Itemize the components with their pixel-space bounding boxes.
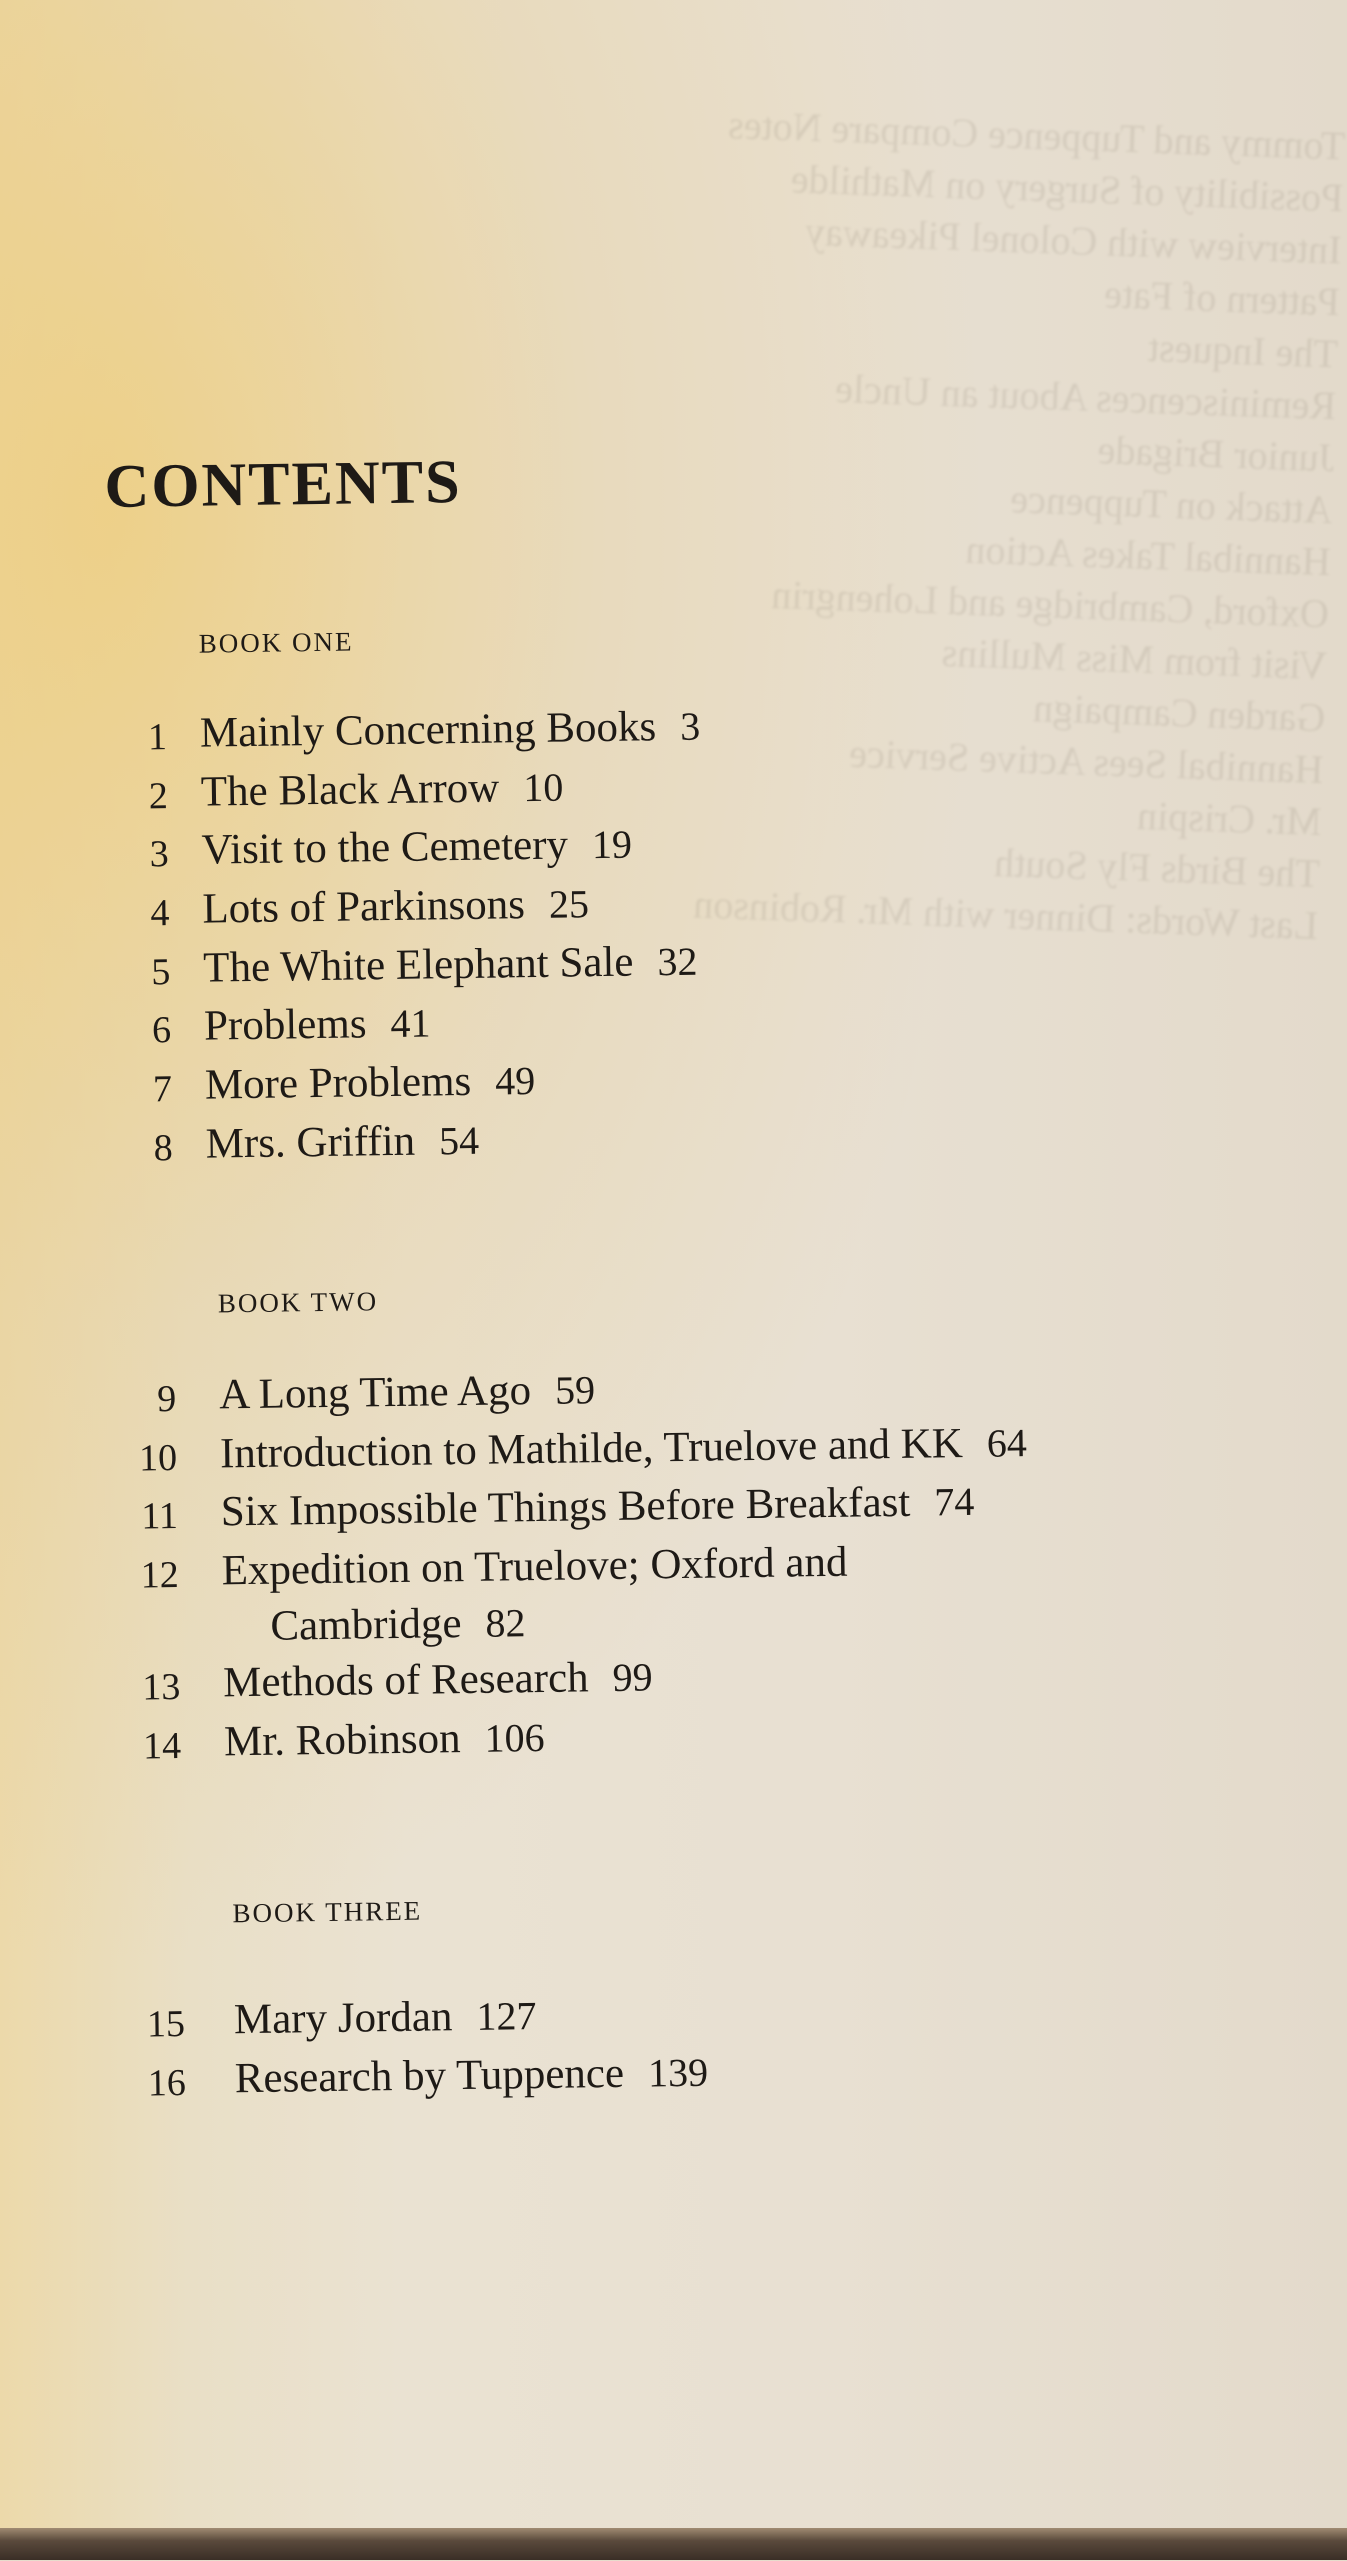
chapter-page: 54 [438, 1117, 480, 1164]
chapter-number: 8 [153, 1126, 174, 1170]
book-two-label: BOOK TWO [217, 1286, 379, 1319]
chapter-title: Mr. Robinson [223, 1714, 461, 1766]
chapter-number: 7 [152, 1068, 173, 1111]
chapter-title: Introduction to Mathilde, Truelove and KK [219, 1419, 964, 1478]
chapter-page: 19 [591, 821, 633, 868]
contents-title: CONTENTS [104, 447, 463, 521]
chapter-page: 25 [548, 881, 590, 927]
chapter-number: 2 [148, 774, 169, 818]
chapter-page: 64 [986, 1419, 1028, 1466]
chapter-title: A Long Time Ago [218, 1367, 532, 1419]
bleed-through-text: Tommy and Tuppence Compare Notes Possibility of Surgery on Mathilde Interview with Colonel Pikeaway Pattern of Fate The Inquest Reminiscences About an Uncle Junior Brigade Attack on Tuppence Hannibal Takes Action Oxford, Cambridge and Lohengrin Visit from Miss Mullins Garden Campaign Hannibal Sees Active Service Mr. Crispin The Birds Fly South Last Words: Dinner with Mr. Robinson [692, 101, 1346, 949]
book-two-chapters [13, 1354, 1347, 1778]
chapter-number: 12 [140, 1554, 180, 1597]
chapter-title: More Problems [204, 1058, 472, 1109]
chapter-page: 139 [647, 2049, 709, 2096]
chapter-title: The Black Arrow [200, 764, 500, 816]
chapter-number: 14 [142, 1724, 182, 1768]
chapter-page: 127 [476, 1993, 537, 2039]
chapter-title-continued: Cambridge [270, 1600, 462, 1650]
chapter-title: Mainly Concerning Books [199, 703, 657, 757]
book-three-chapters [22, 1979, 1347, 2115]
book-three-label: BOOK THREE [232, 1895, 423, 1929]
chapter-number: 9 [156, 1378, 177, 1421]
chapter-title: Expedition on Truelove; Oxford and [221, 1538, 848, 1595]
chapter-page: 49 [494, 1058, 536, 1104]
chapter-title: Mrs. Griffin [205, 1117, 416, 1168]
chapter-page: 82 [485, 1600, 526, 1646]
chapter-title: Methods of Research [222, 1654, 589, 1707]
chapter-title: Problems [203, 1000, 367, 1051]
book-one-chapters [4, 693, 1347, 1181]
chapter-number: 1 [147, 716, 168, 759]
chapter-number: 11 [141, 1495, 179, 1538]
chapter-page: 59 [554, 1367, 596, 1413]
chapter-number: 13 [141, 1666, 181, 1709]
book-one-label: BOOK ONE [198, 626, 354, 659]
chapter-number: 16 [147, 2061, 187, 2105]
chapter-title: Mary Jordan [233, 1993, 453, 2044]
chapter-number: 10 [138, 1436, 178, 1480]
chapter-title: Lots of Parkinsons [202, 881, 526, 933]
chapter-page: 41 [390, 1000, 431, 1047]
chapter-page: 10 [522, 764, 564, 810]
chapter-number: 4 [150, 892, 170, 935]
chapter-page: 74 [933, 1479, 975, 1525]
page-bottom-edge [0, 2528, 1347, 2560]
chapter-title: Visit to the Cemetery [201, 821, 569, 874]
chapter-number: 15 [146, 2002, 186, 2046]
chapter-title: Six Impossible Things Before Breakfast [220, 1479, 911, 1536]
chapter-page: 99 [612, 1654, 653, 1701]
chapter-page: 106 [484, 1714, 545, 1761]
chapter-page: 32 [657, 938, 698, 985]
chapter-title: The White Elephant Sale [202, 938, 634, 992]
chapter-number: 5 [151, 950, 171, 994]
chapter-number: 3 [149, 833, 169, 876]
chapter-title: Research by Tuppence [234, 2049, 625, 2102]
chapter-page: 3 [679, 703, 701, 749]
chapter-number: 6 [151, 1009, 172, 1052]
chapter-row [15, 1531, 1347, 1662]
